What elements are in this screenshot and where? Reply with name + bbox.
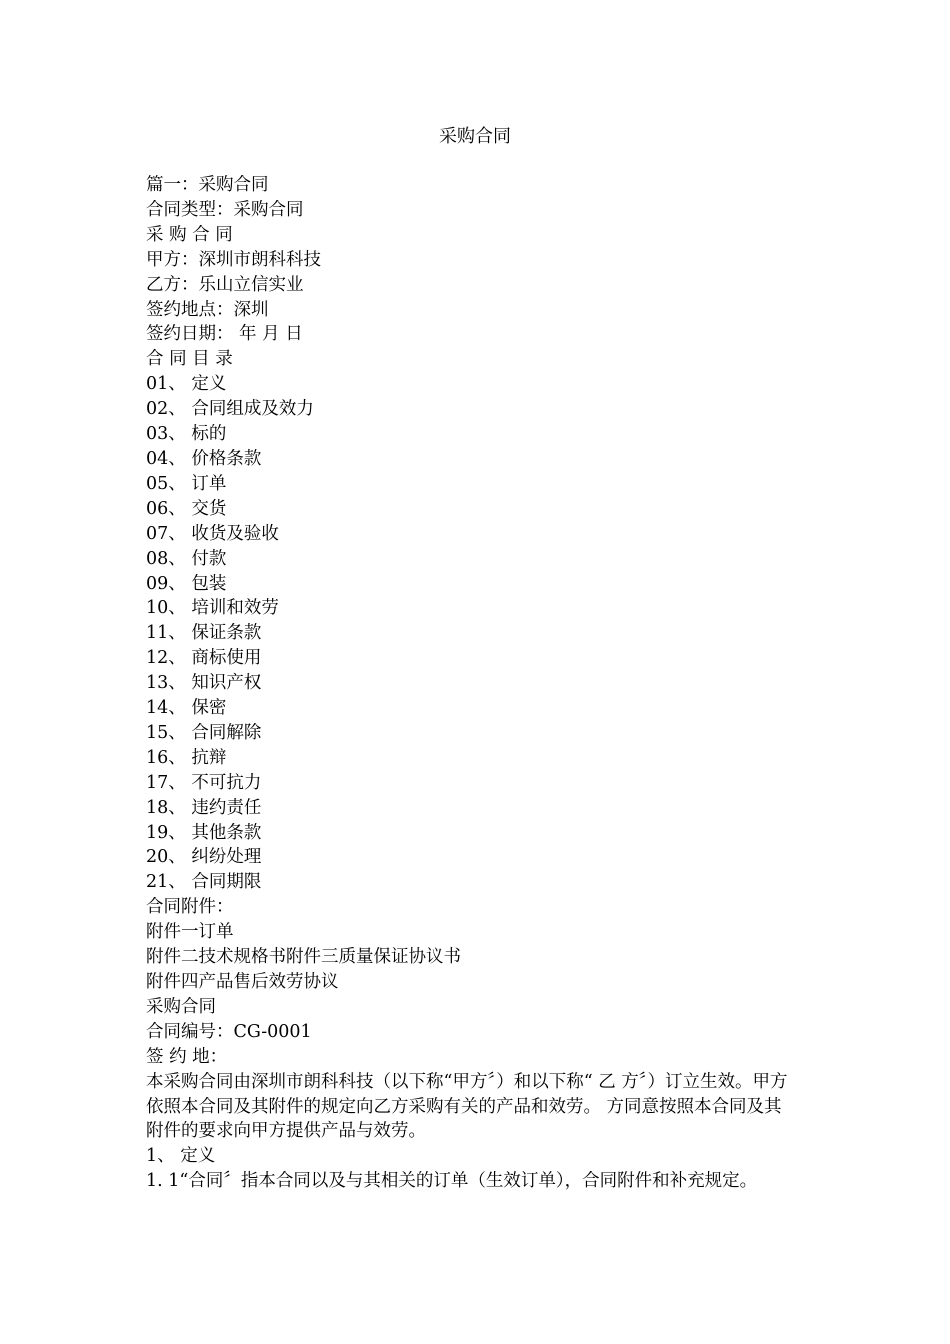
- toc-item: 12、 商标使用: [146, 648, 262, 669]
- toc-item: 06、 交货: [146, 498, 227, 519]
- toc-item: 11、 保证条款: [146, 623, 262, 644]
- text-line: 合同类型：采购合同: [146, 199, 304, 220]
- party-a-line: 甲方：深圳市朗科科技: [146, 249, 321, 270]
- toc-item: 01、 定义: [146, 374, 227, 395]
- signing-date-line: 签约日期： 年 月 日: [146, 324, 303, 345]
- toc-item: 14、 保密: [146, 698, 227, 719]
- toc-item: 05、 订单: [146, 473, 227, 494]
- toc-item: 09、 包装: [146, 573, 227, 594]
- signing-place-line: 签约地点：深圳: [146, 299, 269, 320]
- text-line: 篇一：采购合同: [146, 175, 269, 195]
- toc-item: 21、 合同期限: [146, 872, 262, 893]
- toc-item: 04、 价格条款: [146, 448, 262, 469]
- toc-item: 19、 其他条款: [146, 822, 262, 843]
- party-b-line: 乙方：乐山立信实业: [146, 274, 304, 295]
- toc-item: 20、 纠纷处理: [146, 847, 262, 868]
- toc-heading: 合 同 目 录: [146, 349, 233, 370]
- attachment-item: 附件一订单: [146, 922, 234, 943]
- toc-item: 13、 知识产权: [146, 673, 262, 694]
- text-line: 采 购 合 同: [146, 224, 233, 245]
- section-heading: 1、 定义: [146, 1146, 216, 1167]
- document-body: [146, 173, 794, 1194]
- attachment-item: 附件二技术规格书附件三质量保证协议书: [146, 947, 461, 968]
- toc-item: 10、 培训和效劳: [146, 598, 279, 619]
- toc-item: 02、 合同组成及效力: [146, 399, 314, 420]
- toc-item: 16、 抗辩: [146, 747, 227, 768]
- attachment-item: 附件四产品售后效劳协议: [146, 972, 339, 992]
- toc-item: 18、 违约责任: [146, 797, 262, 818]
- text-line: 采购合同: [146, 996, 216, 1017]
- signing-place-label: 签 约 地：: [146, 1046, 228, 1067]
- attachments-heading: 合同附件：: [146, 897, 234, 918]
- definition-paragraph: 1. 1“合同〞指本合同以及与其相关的订单（生效订单），合同附件和补充规定。: [146, 1171, 758, 1192]
- intro-paragraph: 本采购合同由深圳市朗科科技（以下称“甲方〞）和以下称“ 乙 方〞）订立生效。甲方依照本合同及其附件的规定向乙方采购有关的产品和效劳。 方同意按照本合同及其附件的要求向甲方提供产品与效劳。: [146, 1071, 788, 1142]
- contract-number-line: 合同编号：CG-0001: [146, 1021, 312, 1042]
- toc-item: 08、 付款: [146, 548, 227, 569]
- toc-item: 15、 合同解除: [146, 722, 262, 743]
- document-title: 采购合同: [439, 126, 511, 147]
- toc-item: 03、 标的: [146, 424, 227, 445]
- toc-item: 07、 收货及验收: [146, 523, 279, 544]
- toc-item: 17、 不可抗力: [146, 772, 262, 793]
